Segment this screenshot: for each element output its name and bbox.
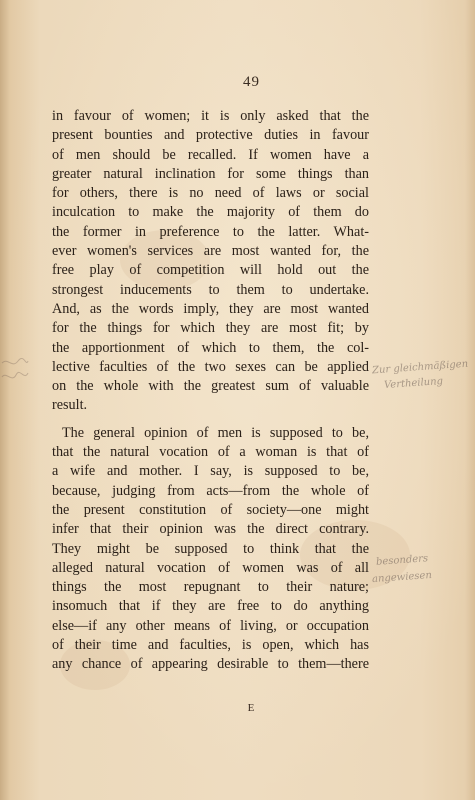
text-line: because, judging from acts—from the whole of bbox=[52, 482, 369, 499]
text-line: The general opinion of men is supposed to be, bbox=[62, 424, 369, 441]
text-line: insomuch that if they are free to do anything bbox=[52, 598, 369, 615]
text-line: a wife and mother. I say, is supposed to be, bbox=[52, 463, 369, 480]
text-line: present bounties and protective duties in favour bbox=[52, 127, 369, 144]
bleed-through-scribble bbox=[0, 355, 30, 395]
text-line: lective faculties of the two sexes can be applied bbox=[52, 358, 369, 375]
text-line: strongest inducements to them to undertake. bbox=[52, 281, 369, 298]
margin-note: besonders bbox=[375, 553, 429, 568]
text-line: greater natural inclination for some things than bbox=[52, 165, 369, 182]
page-number: 49 bbox=[243, 74, 260, 90]
text-line: on the whole with the greatest sum of valuable bbox=[52, 378, 369, 395]
text-line: that the natural vocation of a woman is that of bbox=[52, 444, 369, 461]
text-line: the former in preference to the latter. What- bbox=[52, 223, 369, 240]
signature-mark: E bbox=[247, 702, 256, 714]
text-line: infer that their opinion was the direct contrary. bbox=[52, 521, 369, 538]
text-line: for the things for which they are most fit; by bbox=[52, 320, 369, 337]
text-line: in favour of women; it is only asked that the bbox=[52, 108, 369, 124]
text-line: the apportionment of which to them, the col- bbox=[52, 339, 369, 356]
margin-note: angewiesen bbox=[371, 569, 433, 586]
text-line: the present constitution of society—one might bbox=[52, 501, 369, 518]
body-text bbox=[52, 107, 369, 675]
text-line: They might be supposed to think that the bbox=[52, 540, 369, 557]
text-line: free play of competition will hold out the bbox=[52, 262, 369, 279]
text-line: result. bbox=[52, 397, 88, 414]
text-line: And, as the words imply, they are most wanted bbox=[52, 300, 369, 317]
text-line: any chance of appearing desirable to them—there bbox=[52, 656, 369, 673]
text-line: of men should be recalled. If women have a bbox=[52, 146, 369, 163]
text-line: else—if any other means of living, or occupation bbox=[52, 617, 369, 634]
text-line: alleged natural vocation of women was of all bbox=[52, 559, 369, 576]
text-line: inculcation to make the majority of them do bbox=[52, 204, 369, 221]
text-line: of their time and faculties, is open, which has bbox=[52, 637, 369, 654]
text-line: for others, there is no need of laws or social bbox=[52, 185, 369, 202]
margin-note: Vertheilung bbox=[383, 375, 444, 392]
margin-note: Zur gleichmäßigen bbox=[371, 358, 469, 377]
text-line: things the most repugnant to their nature; bbox=[52, 579, 369, 596]
text-line: ever women's services are most wanted for, the bbox=[52, 243, 369, 260]
